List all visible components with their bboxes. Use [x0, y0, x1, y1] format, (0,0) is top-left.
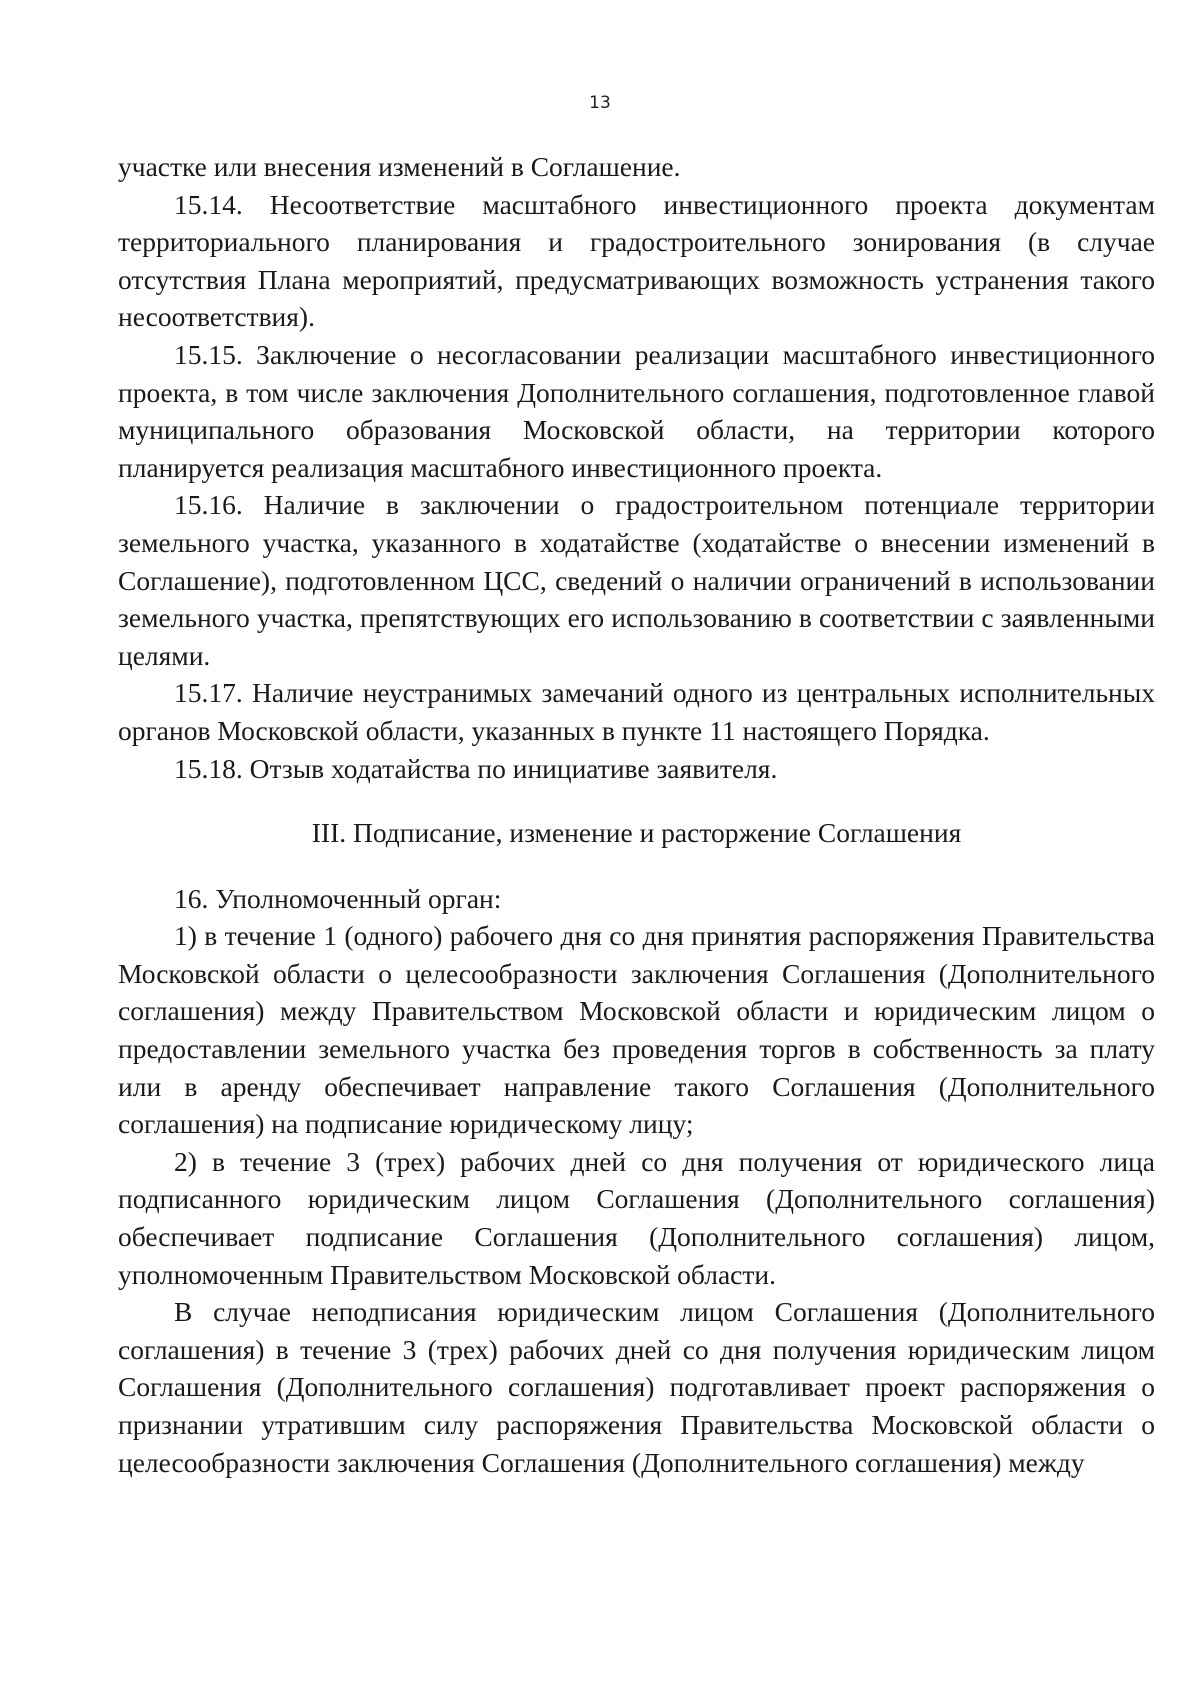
paragraph-16: 16. Уполномоченный орган: [174, 882, 502, 914]
paragraph-16-item-1: 1) в течение 1 (одного) рабочего дня со дня принятия распоряжения Правительства Московской области о целесообразности заключения Соглашения (Дополнительного соглашения) между Правительством Московской области и юридическим лицом о предоставлении земельного участка без проведения торгов в собственность за плату или в аренду обеспечивает направление такого Соглашения (Дополнительного соглашения) на подписание юридическому лицу; [118, 920, 1155, 1140]
page-number: 13 [589, 93, 611, 113]
document-body [118, 148, 1155, 1481]
section-heading: III. Подписание, изменение и расторжение Соглашения [311, 817, 962, 849]
paragraph-continuation: участке или внесения изменений в Соглашение. [118, 151, 681, 182]
paragraph-16-item-2: 2) в течение 3 (трех) рабочих дней со дня получения от юридического лица подписанного юридическим лицом Соглашения (Дополнительного соглашения) обеспечивает подписание Соглашения (Дополнительного соглашения) лицом, уполномоченным Правительством Московской области. [118, 1145, 1155, 1290]
paragraph-non-signing: В случае неподписания юридическим лицом Соглашения (Дополнительного соглашения) в течение 3 (трех) рабочих дней со дня получения юридическим лицом Соглашения (Дополнительного соглашения) подготавливает проект распоряжения о признании утратившим силу распоряжения Правительства Московской области о целесообразности заключения Соглашения (Дополнительного соглашения) между [118, 1296, 1155, 1478]
paragraph-15-18: 15.18. Отзыв ходатайства по инициативе заявителя. [174, 752, 778, 784]
paragraph-15-15: 15.15. Заключение о несогласовании реализации масштабного инвестиционного проекта, в том числе заключения Дополнительного соглашения, подготовленное главой муниципального образования Московской области, на территории которого планируется реализация масштабного инвестиционного проекта. [118, 338, 1155, 483]
paragraph-15-16: 15.16. Наличие в заключении о градостроительном потенциале территории земельного участка, указанного в ходатайстве (ходатайстве о внесении изменений в Соглашение), подготовленном ЦСС, сведений о наличии ограничений в использовании земельного участка, препятствующих его использованию в соответствии с заявленными целями. [118, 489, 1155, 671]
paragraph-15-14: 15.14. Несоответствие масштабного инвестиционного проекта документам территориального планирования и градостроительного зонирования (в случае отсутствия Плана мероприятий, предусматривающих возможность устранения такого несоответствия). [118, 188, 1155, 333]
paragraph-15-17: 15.17. Наличие неустранимых замечаний одного из центральных исполнительных органов Московской области, указанных в пункте 11 настоящего Порядка. [118, 677, 1155, 746]
